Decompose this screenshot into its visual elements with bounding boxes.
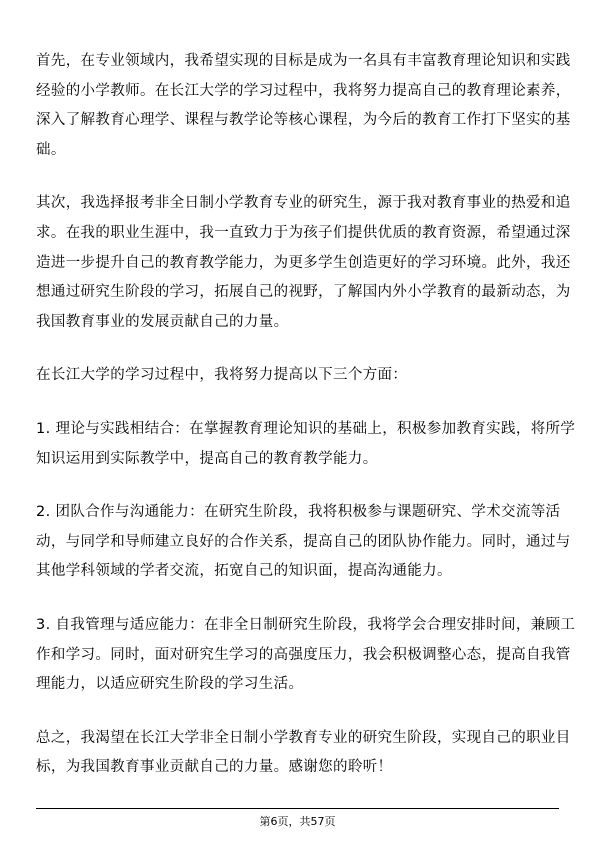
text-line: 其次，我选择报考非全日制小学教育专业的研究生，源于我对教育事业的热爱和追 <box>36 195 571 212</box>
text-line: 在长江大学的学习过程中，我将努力提高以下三个方面： <box>36 367 408 384</box>
text-line: 求。在我的职业生涯中，我一直致力于为孩子们提供优质的教育资源，希望通过深 <box>36 224 571 241</box>
paragraph-motivation <box>36 189 571 337</box>
document-body <box>36 47 576 807</box>
text-line: 想通过研究生阶段的学习，拓展自己的视野，了解国内外小学教育的最新动态，为 <box>36 284 571 301</box>
list-item-2 <box>36 498 571 587</box>
text-line: 2. 团队合作与沟通能力：在研究生阶段，我将积极参与课题研究、学术交流等活 <box>36 504 561 521</box>
text-line: 动，与同学和导师建立良好的合作关系，提高自己的团队协作能力。同时，通过与 <box>36 533 571 550</box>
paragraph-conclusion <box>36 724 571 783</box>
text-line: 首先，在专业领域内，我希望实现的目标是成为一名具有丰富教育理论知识和实践 <box>36 53 571 69</box>
text-line: 造进一步提升自己的教育教学能力，为更多学生创造更好的学习环境。此外，我还 <box>36 254 571 271</box>
text-line: 其他学科领域的学者交流，拓宽自己的知识面，提高沟通能力。 <box>36 563 452 580</box>
text-line: 深入了解教育心理学、课程与教学论等核心课程，为今后的教育工作打下坚实的基 <box>36 112 571 129</box>
text-line: 作和学习。同时，面对研究生学习的高强度压力，我会积极调整心态，提高自我管 <box>36 646 571 663</box>
page-number: 第6页，共57页 <box>259 815 336 828</box>
list-item-1 <box>36 415 576 474</box>
text-line: 1. 理论与实践相结合：在掌握教育理论知识的基础上，积极参加教育实践，将所学 <box>36 420 576 437</box>
paragraph-goal <box>36 47 571 165</box>
paragraph-intro-list <box>36 361 568 391</box>
text-line: 经验的小学教师。在长江大学的学习过程中，我将努力提高自己的教育理论素养， <box>36 82 571 99</box>
text-line: 总之，我渴望在长江大学非全日制小学教育专业的研究生阶段，实现自己的职业目 <box>36 729 571 746</box>
text-line: 标，为我国教育事业贡献自己的力量。感谢您的聆听！ <box>36 759 393 776</box>
text-line: 理能力，以适应研究生阶段的学习生活。 <box>36 676 304 693</box>
text-line: 3. 自我管理与适应能力：在非全日制研究生阶段，我将学会合理安排时间，兼顾工 <box>36 616 576 633</box>
text-line: 础。 <box>36 141 66 158</box>
text-line: 我国教育事业的发展贡献自己的力量。 <box>36 313 289 330</box>
footer-divider <box>36 808 559 809</box>
text-line: 知识运用到实际教学中，提高自己的教育教学能力。 <box>36 450 378 467</box>
list-item-3 <box>36 611 576 700</box>
